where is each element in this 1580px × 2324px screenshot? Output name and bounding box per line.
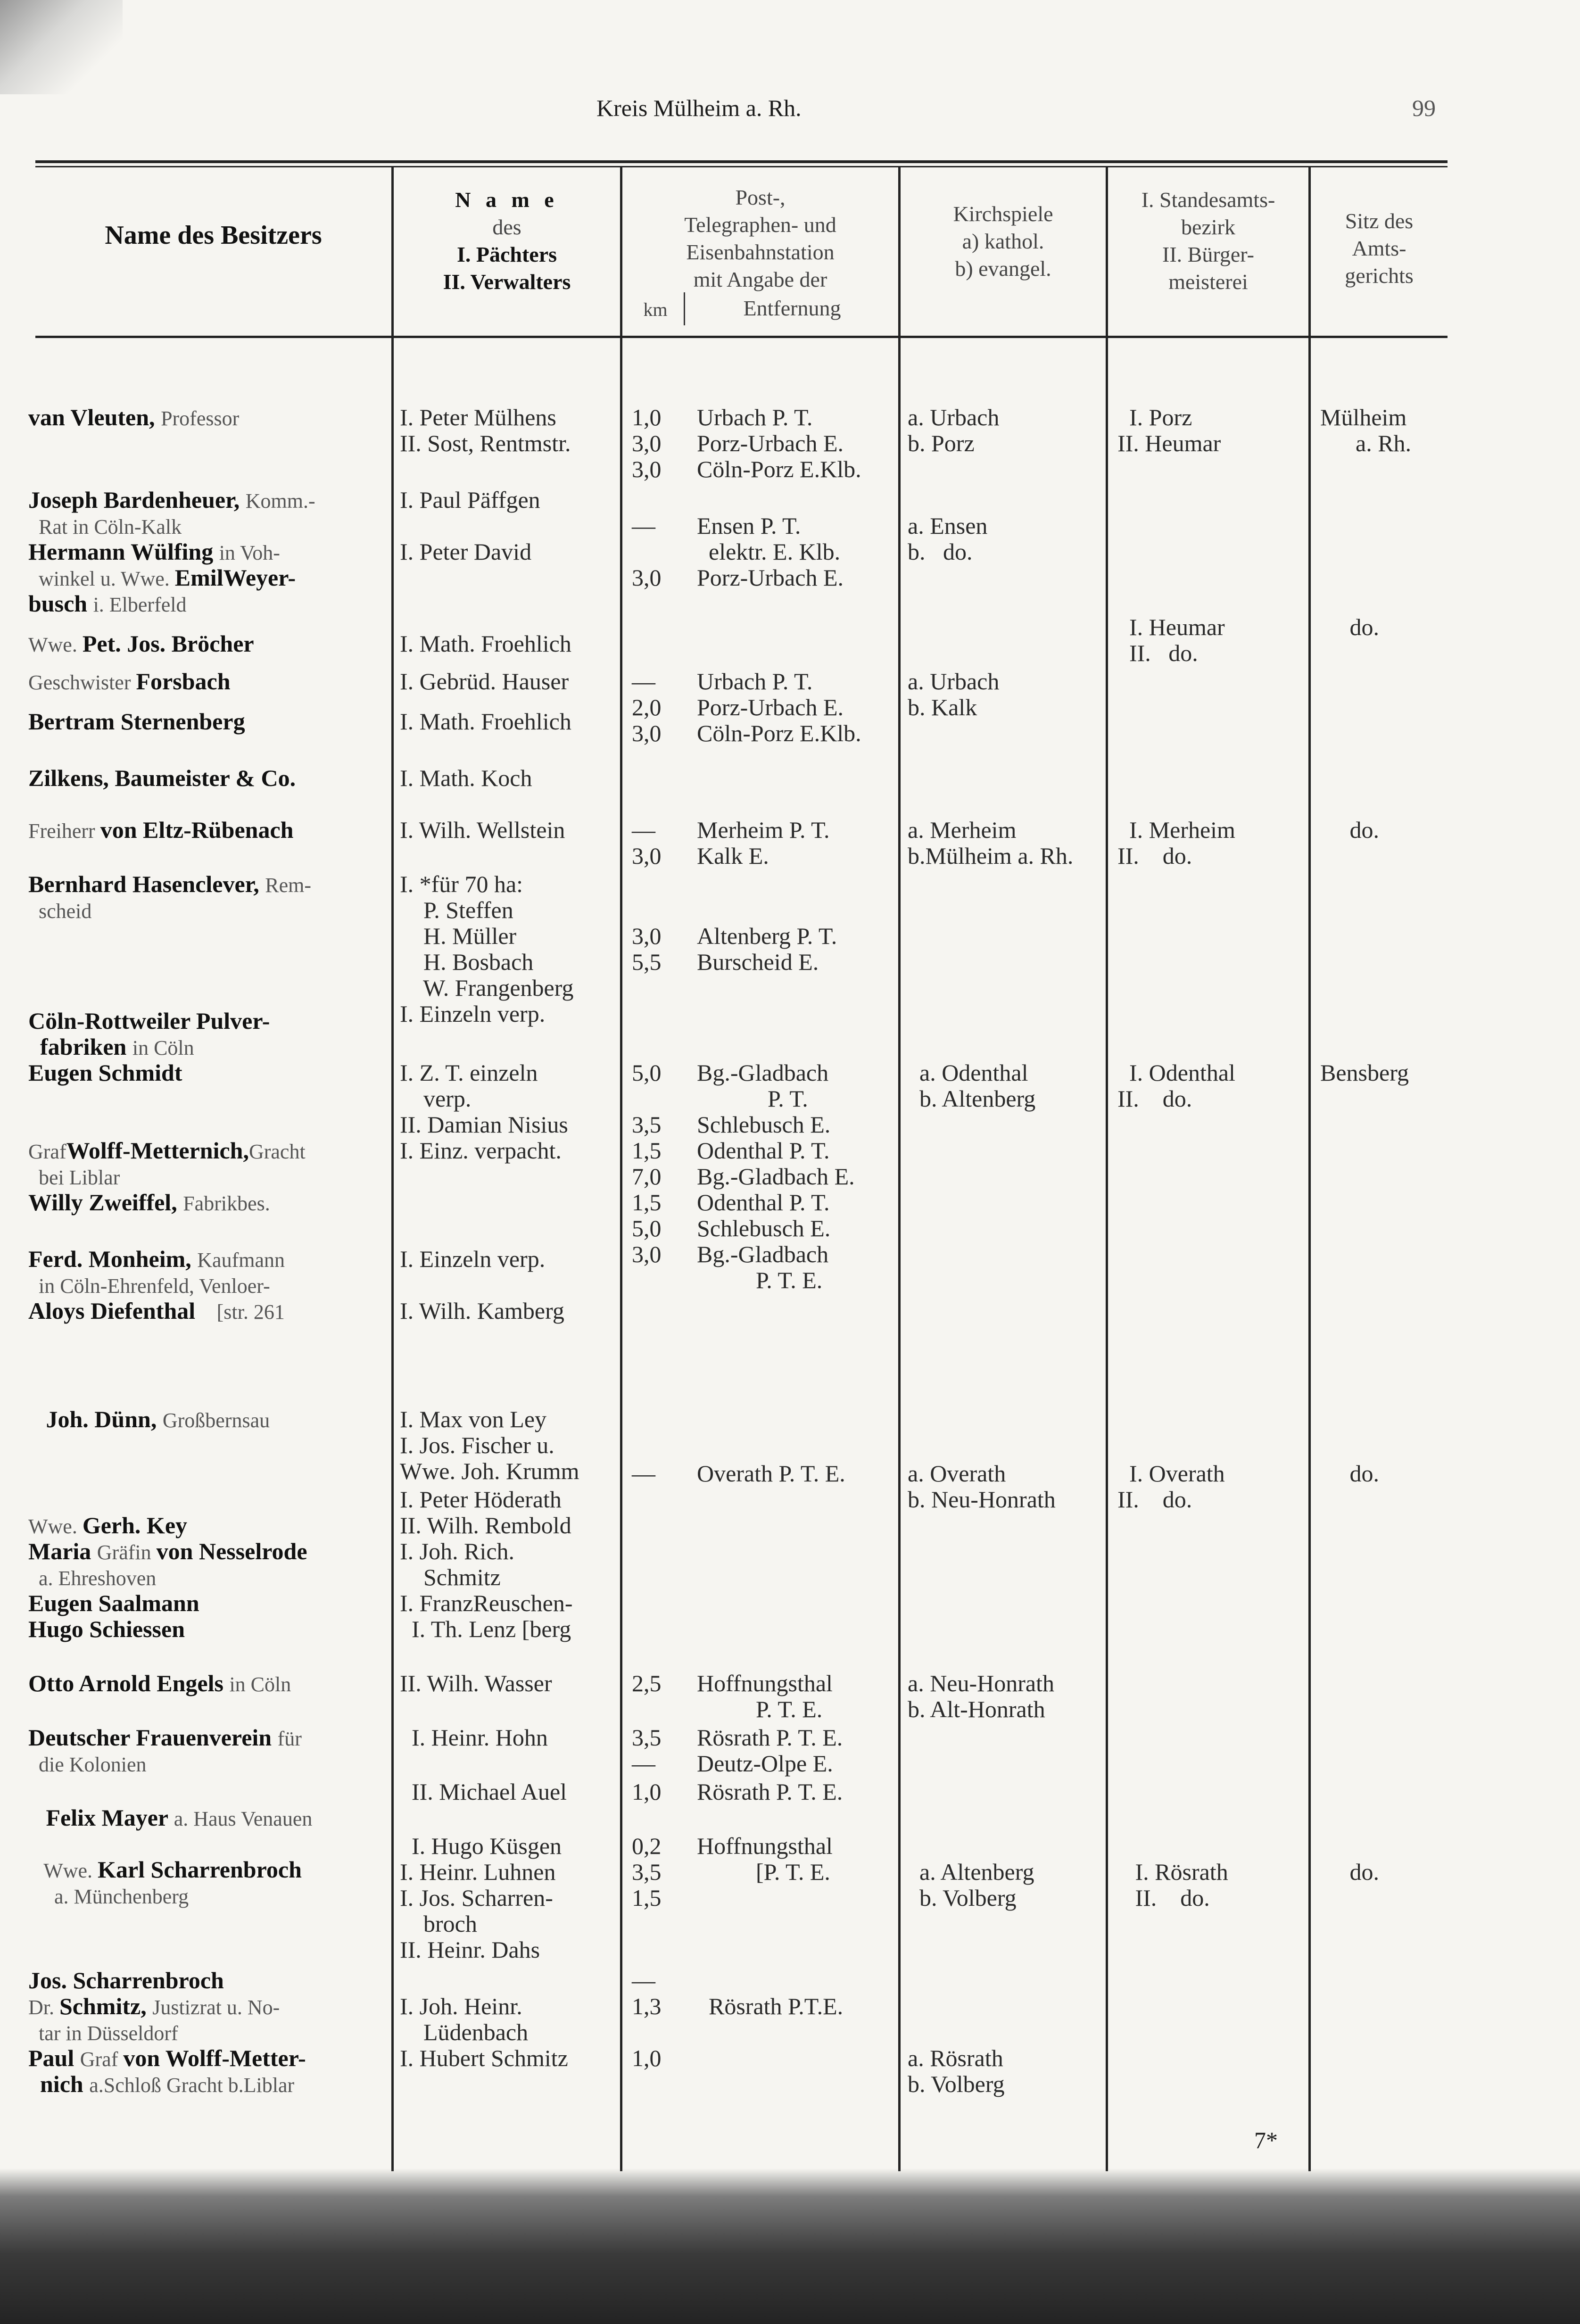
owner-line	[28, 630, 254, 658]
owner-text: fabriken	[28, 1034, 132, 1060]
tenant-line: I. Einz. verpacht.	[400, 1137, 562, 1164]
owner-line	[28, 1564, 156, 1592]
tenant-line: II. Sost, Rentmstr.	[400, 430, 571, 456]
owner-text: EmilWeyer-	[174, 564, 296, 591]
header-post: Post-, Telegraphen- und Eisenbahnstation mit Angabe der	[684, 185, 836, 291]
owner-text: Kaufmann	[197, 1249, 285, 1272]
tenant-line: broch	[400, 1910, 477, 1937]
station-line: Hoffnungsthal	[697, 1670, 833, 1696]
owner-text: von Eltz-Rübenach	[100, 817, 294, 843]
owner-text: Justizrat u. No-	[152, 1996, 280, 2019]
owner-line	[28, 1406, 270, 1434]
distance-value: 2,0	[632, 694, 662, 720]
owner-text: van Vleuten,	[28, 404, 161, 430]
owner-line	[28, 1059, 182, 1086]
owner-text: Freiherr	[28, 819, 100, 843]
tenant-line: I. Max von Ley	[400, 1406, 547, 1432]
owner-text: Karl Scharrenbroch	[98, 1856, 302, 1883]
tenant-line: I. Wilh. Kamberg	[400, 1298, 564, 1324]
distance-value: 3,0	[632, 1241, 662, 1267]
owner-line	[28, 1750, 147, 1778]
parish-line: b. Porz	[908, 430, 975, 456]
station-line: Kalk E.	[697, 843, 769, 869]
station-line: Bg.-Gladbach E.	[697, 1163, 855, 1190]
column-divider	[898, 167, 901, 2171]
distance-value: 1,0	[632, 1778, 662, 1805]
column-divider	[620, 167, 622, 2171]
owner-text: von Wolff-Metter-	[123, 2045, 306, 2071]
owner-text: Cöln-Rottweiler Pulver-	[28, 1008, 270, 1034]
tenant-line: P. Steffen	[400, 897, 513, 923]
owner-text: Wwe.	[28, 633, 83, 656]
station-line: Cöln-Porz E.Klb.	[697, 456, 861, 482]
station-line: Odenthal P. T.	[697, 1137, 830, 1164]
distance-value: 2,5	[632, 1670, 662, 1696]
owner-text: bei Liblar	[28, 1166, 120, 1189]
owner-line	[28, 538, 280, 566]
distance-value: 1,5	[632, 1189, 662, 1216]
tenant-line: I. Heinr. Luhnen	[400, 1859, 556, 1885]
tenant-line: I. Z. T. einzeln	[400, 1059, 538, 1086]
tenant-line: I. Peter David	[400, 538, 532, 565]
station-line: Rösrath P. T. E.	[697, 1724, 843, 1751]
owner-text: scheid	[28, 900, 92, 923]
tenant-line: I. Peter Höderath	[400, 1486, 562, 1513]
owner-text: Hugo Schiessen	[28, 1616, 185, 1642]
registry-line: I. Overath	[1117, 1460, 1225, 1487]
owner-text: Bertram Sternenberg	[28, 708, 245, 735]
owner-text: nich	[28, 2071, 90, 2097]
parish-line: b. Altenberg	[908, 1085, 1036, 1112]
owner-text: Otto Arnold Engels	[28, 1670, 230, 1696]
court-line: do.	[1320, 817, 1379, 843]
header-distance: Entfernung	[743, 296, 841, 320]
registry-line: I. Odenthal	[1117, 1059, 1235, 1086]
distance-value: 0,2	[632, 1833, 662, 1859]
owner-text: Professor	[161, 407, 240, 430]
distance-value: 5,5	[632, 949, 662, 975]
parish-line: a. Rösrath	[908, 2045, 1003, 2071]
station-line: P. T.	[697, 1085, 808, 1112]
owner-text: Gräfin	[97, 1541, 157, 1564]
owner-line	[28, 2071, 294, 2099]
tenant-line: W. Frangenberg	[400, 975, 574, 1001]
owner-text: Wwe.	[28, 1515, 83, 1538]
distance-value: —	[632, 817, 655, 843]
parish-line: b. do.	[908, 538, 973, 565]
column-divider	[391, 167, 394, 2171]
distance-value: 3,0	[632, 720, 662, 746]
owner-text: in Cöln-Ehrenfeld, Venloer-	[28, 1274, 270, 1298]
registry-line: II. do.	[1117, 1885, 1210, 1911]
parish-line: a. Neu-Honrath	[908, 1670, 1054, 1696]
signature-mark: 7*	[1254, 2127, 1278, 2153]
owner-text: a. Münchenberg	[28, 1885, 189, 1908]
owner-line	[28, 1298, 285, 1325]
owner-text: Felix Mayer	[28, 1804, 174, 1831]
owner-text: Aloys Diefenthal	[28, 1298, 201, 1324]
km-divider	[684, 292, 685, 325]
owner-line	[28, 668, 231, 696]
distance-value: 3,0	[632, 564, 662, 591]
parish-line: a. Ensen	[908, 513, 988, 539]
distance-value: —	[632, 1460, 655, 1487]
distance-value: 7,0	[632, 1163, 662, 1190]
owner-text: in Cöln	[132, 1036, 194, 1059]
tenant-line: H. Müller	[400, 923, 517, 949]
owner-text: Paul	[28, 2045, 80, 2071]
parish-line: a. Altenberg	[908, 1859, 1034, 1885]
owner-line	[28, 564, 296, 592]
header-owner: Name des Besitzers	[105, 221, 322, 250]
owner-line	[28, 1856, 302, 1884]
owner-text: Bernhard Hasenclever,	[28, 871, 265, 897]
owner-line	[28, 1189, 270, 1217]
registry-line: II. do.	[1117, 1085, 1192, 1112]
distance-value: —	[632, 1967, 655, 1993]
owner-line	[28, 1993, 280, 2021]
station-line: Ensen P. T.	[697, 513, 801, 539]
owner-text: Zilkens, Baumeister & Co.	[28, 765, 296, 791]
registry-line: I. Porz	[1117, 404, 1192, 430]
owner-text: in Voh-	[219, 541, 280, 564]
registry-line: II. do.	[1117, 1486, 1192, 1513]
owner-text: für	[277, 1727, 302, 1750]
owner-line	[28, 513, 182, 540]
owner-line	[28, 1034, 194, 1061]
owner-text: winkel u. Wwe.	[28, 567, 175, 590]
owner-line	[28, 1538, 307, 1566]
owner-text: Hermann Wülfing	[28, 538, 219, 565]
owner-text: in Cöln	[229, 1673, 291, 1696]
distance-value: 3,0	[632, 456, 662, 482]
station-line: Porz-Urbach E.	[697, 694, 844, 720]
court-line: do.	[1320, 1460, 1379, 1487]
distance-value: —	[632, 513, 655, 539]
parish-line: a. Merheim	[908, 817, 1017, 843]
owner-text: a.Schloß Gracht b.Liblar	[89, 2074, 295, 2097]
station-line: Altenberg P. T.	[697, 923, 837, 949]
station-line: P. T. E.	[697, 1696, 823, 1722]
owner-text: Willy Zweiffel,	[28, 1189, 183, 1216]
court-line: Bensberg	[1320, 1059, 1409, 1086]
owner-line	[28, 1163, 120, 1191]
owner-text: Rat in Cöln-Kalk	[28, 515, 182, 538]
owner-line	[28, 897, 91, 925]
tenant-line: I. Heinr. Hohn	[400, 1724, 548, 1751]
registry-line: II. do.	[1117, 843, 1192, 869]
tenant-line: I. Joh. Rich.	[400, 1538, 515, 1564]
owner-line	[28, 2019, 178, 2047]
column-divider	[1106, 167, 1108, 2171]
station-line: Overath P. T. E.	[697, 1460, 845, 1487]
tenant-line: I. Jos. Fischer u.	[400, 1432, 554, 1458]
page-number: 99	[1412, 95, 1436, 121]
parish-line: a. Overath	[908, 1460, 1006, 1487]
distance-value: 1,5	[632, 1137, 662, 1164]
tenant-line: I. Einzeln verp.	[400, 1246, 546, 1272]
tenant-line: I. Einzeln verp.	[400, 1001, 546, 1027]
tenant-line: I. Hubert Schmitz	[400, 2045, 568, 2071]
owner-text: Schmitz,	[59, 1993, 153, 2019]
tenant-line: Schmitz	[400, 1564, 501, 1590]
owner-text: Jos. Scharrenbroch	[28, 1967, 224, 1993]
station-line: Odenthal P. T.	[697, 1189, 830, 1216]
owner-text: tar in Düsseldorf	[28, 2022, 178, 2045]
owner-line	[28, 1967, 224, 1993]
station-line: Burscheid E.	[697, 949, 819, 975]
tenant-line: I. Peter Mülhens	[400, 404, 556, 430]
owner-text: Ferd. Monheim,	[28, 1246, 198, 1272]
court-line: Mülheim	[1320, 404, 1407, 430]
owner-line	[28, 1272, 270, 1299]
owner-line	[28, 708, 245, 735]
distance-value: 3,5	[632, 1111, 662, 1138]
page-title: Kreis Mülheim a. Rh.	[596, 95, 802, 121]
tenant-line: I. FranzReuschen-	[400, 1590, 573, 1616]
owner-line	[28, 404, 239, 432]
parish-line: b. Volberg	[908, 1885, 1017, 1911]
tenant-line: I. Hugo Küsgen	[400, 1833, 562, 1859]
tenant-line: II. Michael Auel	[400, 1778, 567, 1805]
distance-value: 3,0	[632, 923, 662, 949]
owner-line	[28, 765, 296, 791]
header-rule	[35, 336, 1448, 338]
owner-text: Forsbach	[136, 668, 231, 695]
owner-text: Komm.-	[245, 489, 315, 513]
owner-text: Rem-	[265, 874, 312, 897]
parish-line: b. Kalk	[908, 694, 977, 720]
tenant-line: Lüdenbach	[400, 2019, 529, 2045]
tenant-line: I. Paul Päffgen	[400, 487, 540, 513]
parish-line: b. Neu-Honrath	[908, 1486, 1056, 1513]
station-line: Urbach P. T.	[697, 404, 813, 430]
tenant-line: I. Th. Lenz [berg	[400, 1616, 571, 1642]
owner-text: Wolff-Metternich,	[66, 1137, 249, 1164]
owner-text: Gracht	[248, 1140, 306, 1163]
registry-line: II. do.	[1117, 640, 1198, 666]
station-line: Cöln-Porz E.Klb.	[697, 720, 861, 746]
registry-line: I. Heumar	[1117, 614, 1225, 640]
header-parish: Kirchspiele a) kathol. b) evangel.	[953, 202, 1053, 281]
station-line: Porz-Urbach E.	[697, 430, 844, 456]
owner-line	[28, 1882, 189, 1910]
owner-line	[28, 1512, 187, 1540]
owner-text: Gerh. Key	[82, 1512, 188, 1538]
scan-bottom-edge	[0, 2168, 1580, 2324]
owner-line	[28, 1804, 312, 1832]
tenant-line: II. Wilh. Rembold	[400, 1512, 571, 1538]
owner-text: Deutscher Frauenverein	[28, 1724, 278, 1751]
parish-line: a. Urbach	[908, 404, 1000, 430]
station-line: Rösrath P. T. E.	[697, 1778, 843, 1805]
owner-text: Großbernsau	[162, 1409, 270, 1432]
owner-text: Dr.	[28, 1996, 59, 2019]
distance-value: 1,0	[632, 404, 662, 430]
distance-value: 1,3	[632, 1993, 662, 2019]
distance-value: 3,0	[632, 843, 662, 869]
tenant-line: I. Math. Koch	[400, 765, 532, 791]
station-line: Bg.-Gladbach	[697, 1241, 829, 1267]
distance-value: —	[632, 668, 655, 695]
owner-line	[28, 1724, 302, 1752]
tenant-line: I. *für 70 ha:	[400, 871, 523, 897]
owner-text: busch	[28, 590, 93, 617]
owner-text: Maria	[28, 1538, 97, 1564]
owner-line	[28, 1670, 291, 1698]
header-court: Sitz des Amts- gerichts	[1345, 209, 1414, 288]
distance-value: 1,5	[632, 1885, 662, 1911]
owner-text: Eugen Schmidt	[28, 1059, 182, 1086]
owner-text: Fabrikbes.	[183, 1192, 270, 1215]
owner-text: Pet. Jos. Bröcher	[82, 630, 254, 657]
registry-line: II. Heumar	[1117, 430, 1221, 456]
parish-line: a. Odenthal	[908, 1059, 1028, 1086]
station-line: Schlebusch E.	[697, 1215, 831, 1241]
station-line: P. T. E.	[697, 1267, 823, 1293]
owner-line	[28, 1008, 270, 1034]
station-line: elektr. E. Klb.	[697, 538, 841, 565]
station-line: Bg.-Gladbach	[697, 1059, 829, 1086]
owner-line	[28, 1616, 185, 1642]
owner-line	[28, 1246, 285, 1274]
header-tenant: N a m e des I. Pächters II. Verwalters	[443, 188, 571, 294]
tenant-line: II. Damian Nisius	[400, 1111, 568, 1138]
tenant-line: Wwe. Joh. Krumm	[400, 1458, 579, 1484]
owner-text: Joseph Bardenheuer,	[28, 487, 246, 513]
header-km: km	[643, 299, 668, 320]
registry-line: I. Rösrath	[1117, 1859, 1228, 1885]
parish-line: b.Mülheim a. Rh.	[908, 843, 1074, 869]
owner-line	[28, 590, 187, 618]
tenant-line: I. Math. Froehlich	[400, 708, 571, 735]
owner-line	[28, 1137, 306, 1165]
owner-text: die Kolonien	[28, 1753, 147, 1776]
owner-text: von Nesselrode	[156, 1538, 307, 1564]
tenant-line: II. Heinr. Dahs	[400, 1936, 540, 1963]
tenant-line: I. Math. Froehlich	[400, 630, 571, 657]
owner-line	[28, 817, 293, 844]
station-line: Urbach P. T.	[697, 668, 813, 695]
registry-line: I. Merheim	[1117, 817, 1235, 843]
top-rule-thin	[35, 166, 1448, 167]
owner-text: Joh. Dünn,	[28, 1406, 163, 1432]
owner-line	[28, 1590, 199, 1616]
tenant-line: I. Jos. Scharren-	[400, 1885, 553, 1911]
owner-line	[28, 871, 311, 899]
distance-value: 3,5	[632, 1859, 662, 1885]
court-line: do.	[1320, 614, 1379, 640]
station-line: Schlebusch E.	[697, 1111, 831, 1138]
distance-value: 5,0	[632, 1215, 662, 1241]
owner-text: [str. 261	[201, 1300, 285, 1323]
parish-line: b. Volberg	[908, 2071, 1005, 2097]
owner-text: Geschwister	[28, 671, 136, 694]
parish-line: a. Urbach	[908, 668, 1000, 695]
distance-value: 1,0	[632, 2045, 662, 2071]
court-line: a. Rh.	[1320, 430, 1412, 456]
tenant-line: I. Gebrüd. Hauser	[400, 668, 569, 695]
court-line: do.	[1320, 1859, 1379, 1885]
station-line: Hoffnungsthal	[697, 1833, 833, 1859]
station-line: Merheim P. T.	[697, 817, 830, 843]
owner-text: a. Ehreshoven	[28, 1567, 157, 1590]
station-line: Deutz-Olpe E.	[697, 1750, 833, 1777]
station-line: [P. T. E.	[697, 1859, 830, 1885]
station-line: Rösrath P.T.E.	[697, 1993, 844, 2019]
tenant-line: I. Joh. Heinr.	[400, 1993, 522, 2019]
distance-value: 5,0	[632, 1059, 662, 1086]
owner-text: i. Elberfeld	[93, 593, 187, 616]
distance-value: 3,0	[632, 430, 662, 456]
owner-line	[28, 487, 315, 514]
owner-text: Wwe.	[28, 1859, 98, 1882]
tenant-line: H. Bosbach	[400, 949, 534, 975]
tenant-line: verp.	[400, 1085, 472, 1112]
tenant-line: I. Wilh. Wellstein	[400, 817, 565, 843]
distance-value: —	[632, 1750, 655, 1777]
parish-line: b. Alt-Honrath	[908, 1696, 1045, 1722]
distance-value: 3,5	[632, 1724, 662, 1751]
owner-text: Graf	[28, 1140, 66, 1163]
station-line: Porz-Urbach E.	[697, 564, 844, 591]
top-rule	[35, 160, 1448, 163]
owner-text: Graf	[80, 2048, 124, 2071]
owner-line	[28, 2045, 306, 2073]
header-registry: I. Standesamts- bezirk II. Bürger- meisterei	[1141, 188, 1275, 294]
owner-text: Eugen Saalmann	[28, 1590, 199, 1616]
owner-text: a. Haus Venauen	[174, 1807, 313, 1830]
scan-corner-shadow	[0, 0, 123, 94]
tenant-line: II. Wilh. Wasser	[400, 1670, 552, 1696]
column-divider	[1308, 167, 1311, 2171]
